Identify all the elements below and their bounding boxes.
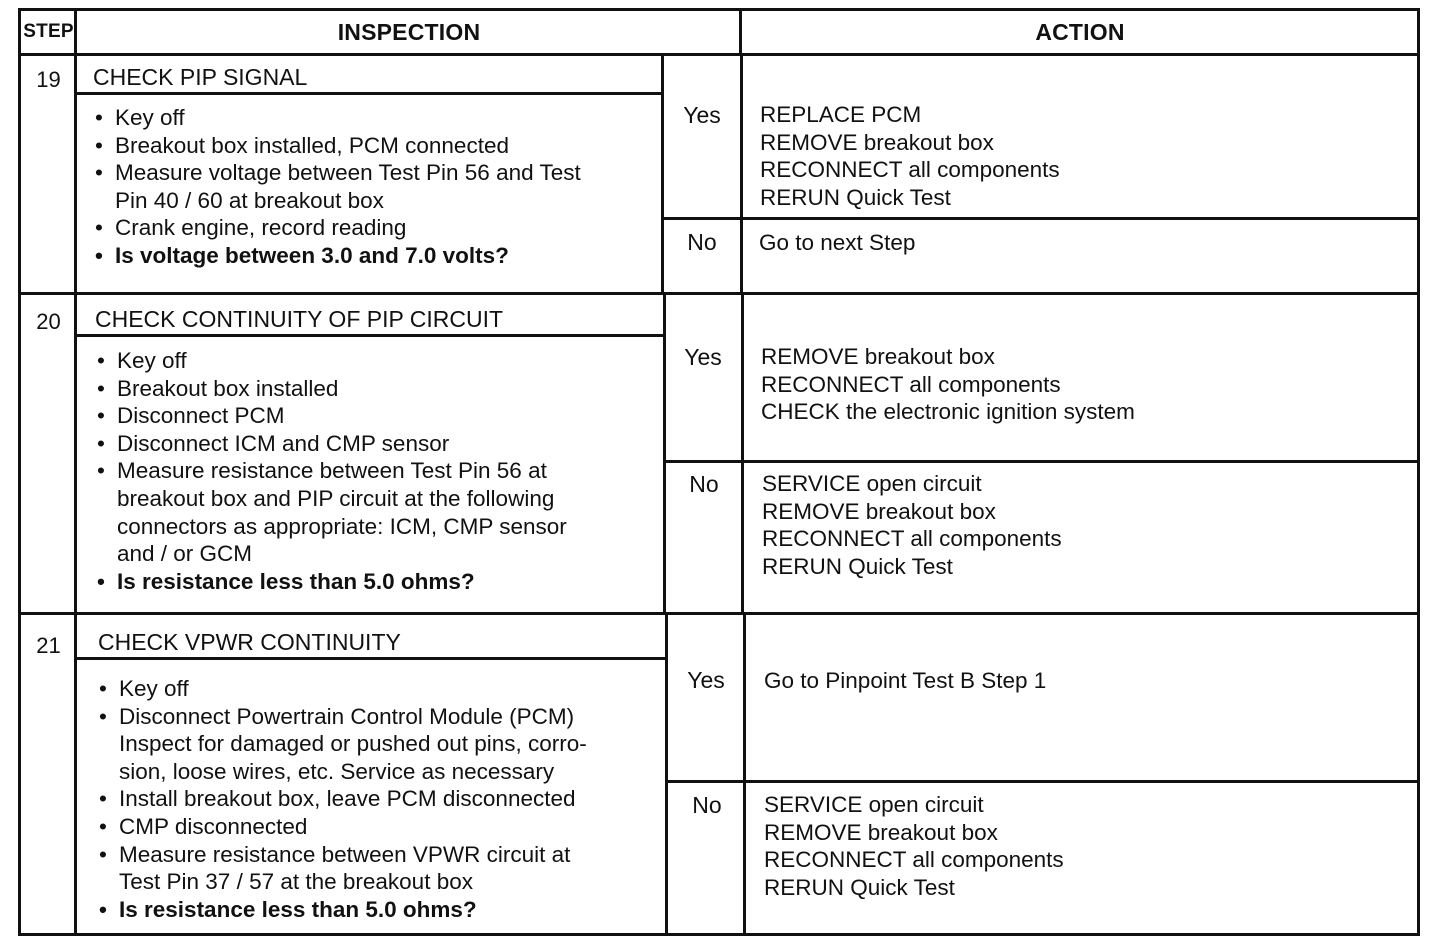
yes-label-21: Yes bbox=[687, 667, 725, 693]
inspection-text: Key off bbox=[119, 676, 189, 701]
inspection-text: Pin 40 / 60 at breakout box bbox=[115, 187, 384, 213]
inspection-text: Crank engine, record reading bbox=[115, 215, 407, 241]
bullet-glyph: • bbox=[97, 375, 105, 401]
bullet-glyph: • bbox=[95, 242, 103, 268]
inspection-item bbox=[93, 568, 567, 596]
yes-action-20 bbox=[761, 343, 1135, 426]
inspection-text: Is resistance less than 5.0 ohms? bbox=[119, 896, 477, 922]
action-line: RERUN Quick Test bbox=[762, 553, 953, 579]
inspection-text: Install breakout box, leave PCM disconnected bbox=[119, 786, 576, 812]
inspection-item bbox=[93, 375, 567, 403]
action-line: RECONNECT all components bbox=[764, 847, 1064, 873]
bullet-glyph: • bbox=[99, 813, 107, 839]
no-action-21 bbox=[764, 791, 1064, 901]
no-label-21: No bbox=[692, 792, 722, 818]
bullet-glyph: • bbox=[99, 786, 107, 812]
step-column-header: STEP bbox=[23, 21, 74, 42]
action-line: RECONNECT all components bbox=[761, 371, 1061, 397]
inspection-text: Is resistance less than 5.0 ohms? bbox=[117, 568, 475, 594]
inspection-item bbox=[91, 214, 581, 242]
title-underline-20 bbox=[74, 334, 664, 337]
inspection-item bbox=[91, 159, 581, 214]
step-title-21: CHECK VPWR CONTINUITY bbox=[98, 629, 401, 655]
action-column-header: ACTION bbox=[1035, 18, 1125, 45]
inspection-text: Is voltage between 3.0 and 7.0 volts? bbox=[115, 242, 509, 268]
no-action-19 bbox=[759, 229, 915, 257]
bullet-glyph: • bbox=[95, 215, 103, 241]
yes-label-20: Yes bbox=[684, 344, 722, 370]
action-line: REMOVE breakout box bbox=[764, 819, 998, 845]
no-action-20 bbox=[762, 470, 1062, 580]
bullet-glyph: • bbox=[97, 568, 105, 594]
inspection-list-20 bbox=[93, 347, 567, 595]
bullet-glyph: • bbox=[95, 160, 103, 186]
yes-action-19 bbox=[760, 101, 1060, 211]
inspection-item bbox=[93, 457, 567, 567]
bullet-glyph: • bbox=[99, 676, 107, 701]
inspection-text: Breakout box installed, PCM connected bbox=[115, 132, 509, 158]
inspection-action-divider-20 bbox=[663, 292, 666, 613]
header-column-divider bbox=[739, 11, 742, 54]
inspection-item bbox=[95, 841, 587, 896]
inspection-text: Measure voltage between Test Pin 56 and Test bbox=[115, 160, 581, 186]
yes-no-split-21 bbox=[665, 780, 1418, 783]
bullet-glyph: • bbox=[99, 703, 107, 729]
inspection-text: and / or GCM bbox=[117, 541, 253, 567]
action-line: REMOVE breakout box bbox=[761, 344, 995, 369]
row-divider-20-21 bbox=[21, 612, 1418, 615]
inspection-column-header: INSPECTION bbox=[337, 18, 481, 45]
inspection-text: Measure resistance between Test Pin 56 at bbox=[117, 458, 547, 484]
inspection-list-21 bbox=[95, 675, 587, 923]
action-line: REMOVE breakout box bbox=[760, 129, 994, 155]
inspection-text: Disconnect Powertrain Control Module (PCM) bbox=[119, 703, 575, 729]
action-line: RERUN Quick Test bbox=[764, 874, 955, 900]
yes-no-split-19 bbox=[661, 217, 1418, 220]
inspection-text: connectors as appropriate: ICM, CMP sensor bbox=[117, 513, 567, 539]
bullet-glyph: • bbox=[99, 896, 107, 922]
bullet-glyph: • bbox=[97, 403, 105, 429]
no-label-20: No bbox=[689, 471, 719, 497]
inspection-item bbox=[91, 242, 581, 270]
inspection-text: Disconnect PCM bbox=[117, 403, 285, 429]
yes-no-divider-21 bbox=[743, 612, 746, 934]
row-divider-19-20 bbox=[21, 292, 1418, 295]
yes-label-19: Yes bbox=[683, 102, 721, 128]
inspection-item bbox=[93, 430, 567, 458]
step-title-20: CHECK CONTINUITY OF PIP CIRCUIT bbox=[95, 306, 504, 332]
header-divider bbox=[21, 53, 1418, 56]
inspection-text: sion, loose wires, etc. Service as necessary bbox=[119, 758, 555, 784]
inspection-item bbox=[93, 402, 567, 430]
step-number-21: 21 bbox=[36, 633, 61, 658]
action-line: CHECK the electronic ignition system bbox=[761, 399, 1135, 425]
action-line: SERVICE open circuit bbox=[762, 471, 982, 496]
inspection-text: Measure resistance between VPWR circuit at bbox=[119, 841, 571, 867]
inspection-action-divider-21 bbox=[665, 612, 668, 934]
inspection-text: Breakout box installed bbox=[117, 375, 339, 401]
inspection-item bbox=[95, 703, 587, 786]
step-number-19: 19 bbox=[36, 67, 61, 92]
action-line: Go to Pinpoint Test B Step 1 bbox=[764, 668, 1047, 693]
inspection-list-19 bbox=[91, 104, 581, 270]
action-line: RECONNECT all components bbox=[760, 157, 1060, 183]
action-line: RERUN Quick Test bbox=[760, 184, 951, 210]
inspection-item bbox=[91, 104, 581, 132]
yes-no-divider-19 bbox=[740, 53, 743, 293]
inspection-item bbox=[95, 785, 587, 813]
action-line: REMOVE breakout box bbox=[762, 498, 996, 524]
inspection-item bbox=[93, 347, 567, 375]
inspection-text: Inspect for damaged or pushed out pins, corro- bbox=[119, 731, 587, 757]
inspection-item bbox=[91, 132, 581, 160]
title-underline-21 bbox=[74, 657, 666, 660]
inspection-action-divider-19 bbox=[661, 53, 664, 293]
inspection-item bbox=[95, 896, 587, 924]
step-title-19: CHECK PIP SIGNAL bbox=[93, 64, 308, 90]
diagnostic-procedure-table bbox=[18, 8, 1420, 936]
inspection-text: breakout box and PIP circuit at the following bbox=[117, 485, 555, 511]
bullet-glyph: • bbox=[97, 430, 105, 456]
title-underline-19 bbox=[74, 92, 662, 95]
yes-no-divider-20 bbox=[741, 292, 744, 613]
yes-action-21 bbox=[764, 667, 1046, 695]
inspection-text: Test Pin 37 / 57 at the breakout box bbox=[119, 869, 473, 895]
step-column-divider bbox=[74, 11, 77, 934]
step-number-20: 20 bbox=[36, 309, 61, 334]
inspection-text: Key off bbox=[115, 105, 185, 130]
bullet-glyph: • bbox=[97, 458, 105, 484]
bullet-glyph: • bbox=[99, 841, 107, 867]
yes-no-split-20 bbox=[663, 460, 1418, 463]
action-line: SERVICE open circuit bbox=[764, 792, 984, 817]
inspection-item bbox=[95, 813, 587, 841]
action-line: REPLACE PCM bbox=[760, 102, 922, 127]
inspection-text: CMP disconnected bbox=[119, 813, 308, 839]
bullet-glyph: • bbox=[97, 348, 105, 373]
inspection-item bbox=[95, 675, 587, 703]
action-line: RECONNECT all components bbox=[762, 526, 1062, 552]
bullet-glyph: • bbox=[95, 132, 103, 158]
bullet-glyph: • bbox=[95, 105, 103, 130]
inspection-text: Disconnect ICM and CMP sensor bbox=[117, 430, 450, 456]
inspection-text: Key off bbox=[117, 348, 187, 373]
action-line: Go to next Step bbox=[759, 230, 916, 255]
no-label-19: No bbox=[687, 229, 717, 255]
